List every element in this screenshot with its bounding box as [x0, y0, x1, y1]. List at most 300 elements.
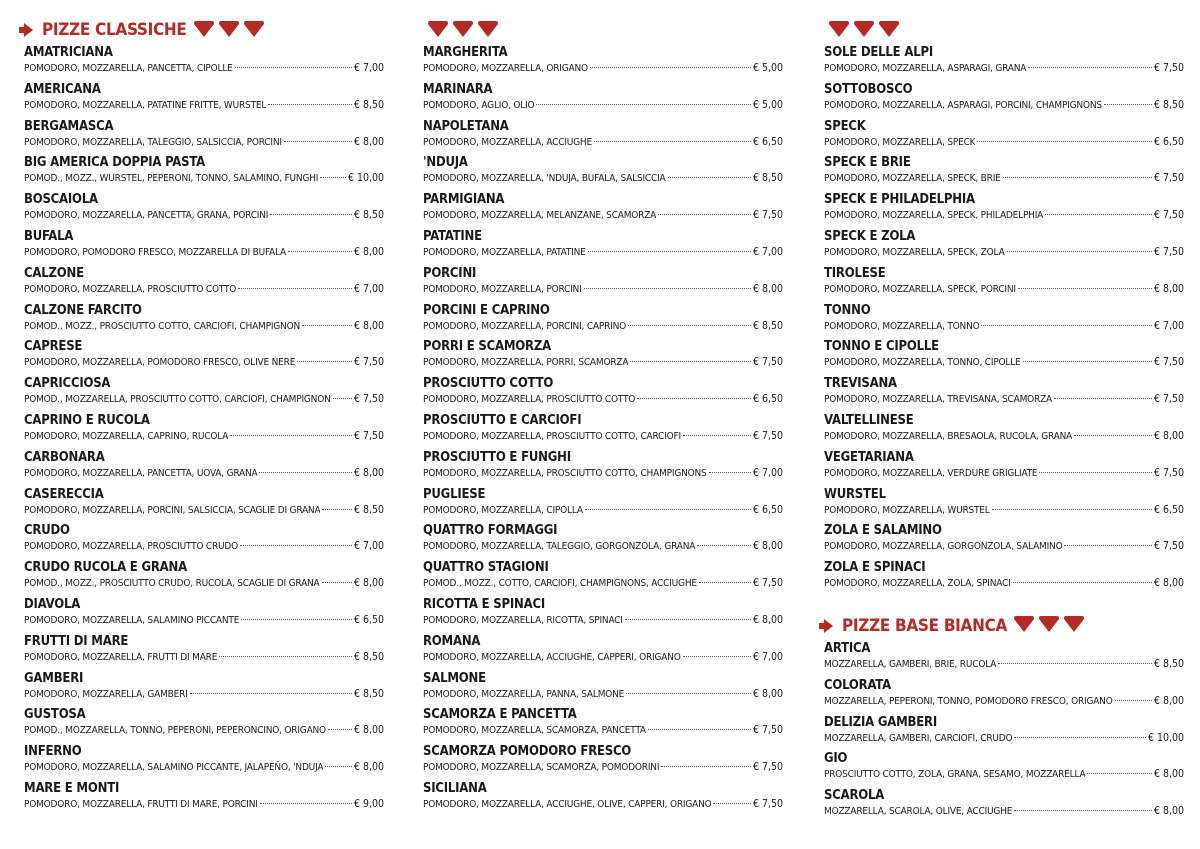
- ingredients: POMODORO, MOZZARELLA, RICOTTA, SPINACI: [423, 614, 623, 626]
- dot-leader: [661, 766, 751, 767]
- menu-item: [824, 118, 1184, 155]
- menu-item-detail: [24, 539, 384, 554]
- price: € 7,00: [1153, 319, 1184, 332]
- ingredients: POMOD., MOZZARELLA, TONNO, PEPERONI, PEPERONCINO, ORIGANO: [24, 725, 326, 737]
- dot-leader: [241, 619, 352, 620]
- pizza-name: ZOLA E SALAMINO: [824, 523, 942, 539]
- price: € 10,00: [347, 172, 384, 185]
- pizza-slice-icon: [1039, 619, 1059, 632]
- pizza-name: TONNO: [824, 302, 871, 318]
- pizza-name: 'NDUJA: [423, 155, 468, 171]
- dot-leader: [992, 509, 1152, 510]
- menu-item-detail: [24, 613, 384, 628]
- price: € 8,50: [353, 687, 384, 700]
- menu-item-detail: [824, 466, 1184, 481]
- pizza-slice-icon: [829, 24, 849, 37]
- price: € 7,50: [353, 429, 384, 442]
- menu-item-detail: [24, 392, 384, 407]
- menu-item-detail: [24, 723, 384, 738]
- ingredients: POMODORO, MOZZARELLA, MELANZANE, SCAMORZA: [423, 210, 657, 222]
- ingredients: POMOD., MOZZ., PROSCIUTTO COTTO, CARCIOFI, CHAMPIGNON: [24, 320, 300, 332]
- menu-item: [824, 522, 1184, 559]
- dot-leader: [1045, 214, 1152, 215]
- dot-leader: [260, 803, 352, 804]
- pizza-name: SOLE DELLE ALPI: [824, 45, 933, 60]
- price: € 8,50: [752, 172, 783, 185]
- dot-leader: [1064, 545, 1151, 546]
- dot-leader: [322, 582, 352, 583]
- dot-leader: [594, 141, 751, 142]
- price: € 7,50: [353, 356, 384, 369]
- pizza-name: SOTTOBOSCO: [824, 81, 913, 97]
- dot-leader: [981, 325, 1151, 326]
- price: € 7,50: [1153, 245, 1184, 258]
- price: € 8,00: [1153, 768, 1184, 781]
- ingredients: POMODORO, MOZZARELLA, ACCIUGHE, CAPPERI, ORIGANO: [423, 651, 681, 663]
- menu-item: [24, 118, 384, 155]
- pizza-name: CALZONE: [24, 265, 84, 281]
- pizza-name: CARBONARA: [24, 449, 105, 465]
- ingredients: POMODORO, MOZZARELLA, PORCINI, SALSICCIA, SCAGLIE DI GRANA: [24, 504, 321, 516]
- pizza-name: BUFALA: [24, 228, 74, 244]
- pizza-name: PORCINI E CAPRINO: [423, 302, 550, 318]
- menu-item: [824, 750, 1184, 787]
- pizza-name: AMATRICIANA: [24, 45, 113, 60]
- ingredients: POMODORO, MOZZARELLA, POMODORO FRESCO, OLIVE NERE: [24, 357, 296, 369]
- menu-item: [423, 596, 783, 633]
- ingredients: POMODORO, MOZZARELLA, PROSCIUTTO CRUDO: [24, 541, 239, 553]
- pizza-name: PROSCIUTTO COTTO: [423, 376, 554, 392]
- section-title-text: PIZZE CLASSICHE: [42, 20, 187, 40]
- pizza-name: ZOLA E SPINACI: [824, 560, 926, 576]
- menu-item-detail: [824, 539, 1184, 554]
- dot-leader: [288, 251, 352, 252]
- pizza-slice-icon: [854, 24, 874, 37]
- menu-item: [24, 670, 384, 707]
- ingredients: POMODORO, MOZZARELLA, PANCETTA, UOVA, GRANA: [24, 467, 258, 479]
- ingredients: POMODORO, MOZZARELLA, GAMBERI: [24, 688, 188, 700]
- menu-item-detail: [824, 171, 1184, 186]
- ingredients: POMODORO, MOZZARELLA, SPECK: [824, 136, 976, 148]
- menu-item-detail: [824, 657, 1184, 672]
- pizza-name: SCAROLA: [824, 788, 885, 804]
- dot-leader: [977, 141, 1152, 142]
- menu-item-detail: [24, 355, 384, 370]
- menu-item: [423, 670, 783, 707]
- ingredients: POMODORO, MOZZARELLA, SCAMORZA, PANCETTA: [423, 725, 646, 737]
- menu-item-detail: [24, 171, 384, 186]
- price: € 8,00: [752, 540, 783, 553]
- menu-item-detail: [24, 650, 384, 665]
- price: € 8,00: [752, 687, 783, 700]
- dot-leader: [297, 361, 352, 362]
- price: € 6,50: [752, 393, 783, 406]
- ingredients: POMODORO, MOZZARELLA, PORCINI, CAPRINO: [423, 320, 627, 332]
- dot-leader: [713, 803, 750, 804]
- dot-leader: [268, 104, 352, 105]
- price: € 7,50: [752, 209, 783, 222]
- dot-leader: [648, 729, 751, 730]
- pizza-name: INFERNO: [24, 744, 82, 760]
- dot-leader: [322, 509, 352, 510]
- ingredients: POMODORO, MOZZARELLA, SALAMINO PICCANTE: [24, 614, 240, 626]
- pizza-name: CRUDO RUCOLA E GRANA: [24, 560, 187, 576]
- menu-item-detail: [824, 804, 1184, 819]
- menu-item-detail: [423, 135, 783, 150]
- menu-item: [824, 559, 1184, 596]
- dot-leader: [219, 656, 352, 657]
- price: € 7,50: [1153, 172, 1184, 185]
- menu-item-detail: [824, 767, 1184, 782]
- menu-item-detail: [423, 429, 783, 444]
- ingredients: POMODORO, MOZZARELLA, PROSCIUTTO COTTO, CHAMPIGNONS: [423, 467, 707, 479]
- menu-item-detail: [824, 319, 1184, 334]
- price: € 7,50: [1153, 209, 1184, 222]
- ingredients: POMODORO, MOZZARELLA, ACCIUGHE, OLIVE, CAPPERI, ORIGANO: [423, 798, 712, 810]
- menu-item-detail: [824, 61, 1184, 76]
- pizza-slice-icon: [478, 24, 498, 37]
- ingredients: POMODORO, MOZZARELLA, FRUTTI DI MARE, PORCINI: [24, 798, 258, 810]
- dot-leader: [584, 288, 751, 289]
- price: € 5,00: [752, 98, 783, 111]
- pizza-name: QUATTRO FORMAGGI: [423, 523, 558, 539]
- ingredients: POMODORO, MOZZARELLA, CIPOLLA: [423, 504, 583, 516]
- menu-item-detail: [24, 466, 384, 481]
- menu-item-detail: [824, 282, 1184, 297]
- price: € 9,00: [353, 797, 384, 810]
- ingredients: POMOD., MOZZ., PROSCIUTTO CRUDO, RUCOLA, SCAGLIE DI GRANA: [24, 578, 320, 590]
- price: € 8,50: [353, 503, 384, 516]
- pizza-name: PROSCIUTTO E FUNGHI: [423, 449, 571, 465]
- menu-item: [24, 780, 384, 817]
- price: € 7,00: [353, 540, 384, 553]
- menu-item-detail: [824, 355, 1184, 370]
- menu-item-detail: [423, 245, 783, 260]
- menu-item-detail: [824, 245, 1184, 260]
- dot-leader: [699, 582, 751, 583]
- ingredients: POMODORO, MOZZARELLA, SPECK, ZOLA: [824, 246, 1005, 258]
- dot-leader: [637, 398, 751, 399]
- menu-item-detail: [423, 98, 783, 113]
- dot-leader: [998, 663, 1152, 664]
- menu-item: [423, 780, 783, 817]
- pizza-name: PATATINE: [423, 228, 482, 244]
- price: € 8,00: [353, 466, 384, 479]
- menu-item-detail: [423, 503, 783, 518]
- ingredients: POMODORO, MOZZARELLA, SPECK, BRIE: [824, 173, 1001, 185]
- ingredients: POMODORO, MOZZARELLA, ASPARAGI, PORCINI, CHAMPIGNONS: [824, 99, 1102, 111]
- menu-item: [824, 486, 1184, 523]
- menu-item: [24, 375, 384, 412]
- dot-leader: [235, 67, 352, 68]
- menu-item-detail: [423, 392, 783, 407]
- ingredients: POMOD., MOZZ., WURSTEL, PEPERONI, TONNO, SALAMINO, FUNGHI: [24, 173, 319, 185]
- dot-leader: [238, 288, 352, 289]
- menu-item: [824, 640, 1184, 677]
- menu-item-detail: [824, 135, 1184, 150]
- pizza-name: PORRI E SCAMORZA: [423, 339, 551, 355]
- pizza-name: WURSTEL: [824, 486, 886, 502]
- dot-leader: [1013, 582, 1152, 583]
- pizza-name: FRUTTI DI MARE: [24, 633, 129, 649]
- pizza-name: SCAMORZA POMODORO FRESCO: [423, 744, 632, 760]
- dot-leader: [333, 398, 352, 399]
- menu-item: [24, 559, 384, 596]
- menu-item-detail: [824, 392, 1184, 407]
- menu-item: [24, 154, 384, 191]
- menu-item-detail: [824, 694, 1184, 709]
- ingredients: POMODORO, MOZZARELLA, TALEGGIO, GORGONZOLA, GRANA: [423, 541, 696, 553]
- price: € 8,00: [1153, 429, 1184, 442]
- dot-leader: [1074, 435, 1152, 436]
- menu-item-detail: [423, 171, 783, 186]
- menu-item-detail: [423, 539, 783, 554]
- price: € 8,00: [353, 135, 384, 148]
- menu-item-detail: [824, 731, 1184, 746]
- menu-item-detail: [423, 613, 783, 628]
- menu-item: [423, 633, 783, 670]
- ingredients: POMODORO, MOZZARELLA, GORGONZOLA, SALAMINO: [824, 541, 1063, 553]
- ingredients: POMODORO, MOZZARELLA, PROSCIUTTO COTTO: [423, 394, 636, 406]
- menu-item: [824, 449, 1184, 486]
- ingredients: PROSCIUTTO COTTO, ZOLA, GRANA, SESAMO, MOZZARELLA: [824, 769, 1086, 781]
- dot-leader: [1003, 177, 1152, 178]
- menu-item-detail: [423, 319, 783, 334]
- price: € 7,50: [1153, 393, 1184, 406]
- pizza-name: PORCINI: [423, 265, 477, 281]
- price: € 7,50: [1153, 62, 1184, 74]
- pizza-name: QUATTRO STAGIONI: [423, 560, 549, 576]
- pizza-name: SPECK: [824, 118, 866, 134]
- menu-item-detail: [824, 429, 1184, 444]
- ingredients: POMODORO, MOZZARELLA, PATATINE FRITTE, WURSTEL: [24, 99, 267, 111]
- ingredients: POMODORO, MOZZARELLA, ZOLA, SPINACI: [824, 578, 1011, 590]
- ingredients: POMOD., MOZZ., COTTO, CARCIOFI, CHAMPIGNONS, ACCIUGHE: [423, 578, 697, 590]
- dot-leader: [585, 509, 751, 510]
- menu-item: [423, 191, 783, 228]
- pizza-slice-icon: [244, 24, 264, 37]
- dot-leader: [325, 766, 352, 767]
- dot-leader: [328, 729, 352, 730]
- menu-item-detail: [824, 503, 1184, 518]
- menu-item-detail: [824, 208, 1184, 223]
- menu-item-detail: [24, 245, 384, 260]
- pizza-name: SPECK E PHILADELPHIA: [824, 192, 975, 208]
- menu-item-detail: [423, 208, 783, 223]
- menu-item: [24, 302, 384, 339]
- ingredients: POMODORO, MOZZARELLA, SPECK, PORCINI: [824, 283, 1016, 295]
- menu-item-detail: [24, 797, 384, 812]
- ingredients: POMODORO, MOZZARELLA, BRESAOLA, RUCOLA, GRANA: [824, 430, 1073, 442]
- menu-item: [24, 191, 384, 228]
- pizza-name: SPECK E ZOLA: [824, 228, 916, 244]
- menu-item-detail: [24, 208, 384, 223]
- pizza-name: RICOTTA E SPINACI: [423, 596, 546, 612]
- price: € 7,00: [752, 466, 783, 479]
- menu-item: [423, 265, 783, 302]
- menu-item-detail: [24, 282, 384, 297]
- menu-item-detail: [423, 355, 783, 370]
- price: € 6,50: [752, 135, 783, 148]
- pizza-name: CASERECCIA: [24, 486, 104, 502]
- menu-item-detail: [24, 319, 384, 334]
- menu-item-detail: [24, 760, 384, 775]
- pizza-name: GUSTOSA: [24, 707, 86, 723]
- price: € 8,00: [353, 577, 384, 590]
- ingredients: MOZZARELLA, SCAROLA, OLIVE, ACCIUGHE: [824, 806, 1013, 818]
- pizza-name: BIG AMERICA DOPPIA PASTA: [24, 155, 206, 171]
- price: € 8,50: [353, 98, 384, 111]
- price: € 7,50: [1153, 540, 1184, 553]
- ingredients: POMODORO, MOZZARELLA, TONNO: [824, 320, 980, 332]
- price: € 7,50: [752, 356, 783, 369]
- price: € 6,50: [1153, 503, 1184, 516]
- menu-item: [24, 338, 384, 375]
- dot-leader: [536, 104, 751, 105]
- menu-item: [24, 633, 384, 670]
- dot-leader: [259, 472, 352, 473]
- pizza-name: GAMBERI: [24, 670, 84, 686]
- dot-leader: [683, 656, 751, 657]
- menu-item-detail: [423, 282, 783, 297]
- pizza-slice-icon: [1064, 619, 1084, 632]
- price: € 7,50: [752, 429, 783, 442]
- menu-item: [824, 375, 1184, 412]
- menu-item-detail: [423, 466, 783, 481]
- ingredients: POMODORO, MOZZARELLA, FRUTTI DI MARE: [24, 651, 218, 663]
- ingredients: POMODORO, MOZZARELLA, ORIGANO: [423, 63, 588, 74]
- menu-item: [824, 228, 1184, 265]
- dot-leader: [270, 214, 352, 215]
- pizza-slice-icon: [428, 24, 448, 37]
- ingredients: MOZZARELLA, GAMBERI, BRIE, RUCOLA: [824, 658, 997, 670]
- menu-item: [824, 677, 1184, 714]
- price: € 7,00: [353, 62, 384, 74]
- menu-item: [423, 522, 783, 559]
- menu-item: [824, 338, 1184, 375]
- menu-item: [824, 265, 1184, 302]
- menu-item: [423, 302, 783, 339]
- pizza-slice-icon: [194, 24, 214, 37]
- pizza-name: AMERICANA: [24, 81, 101, 97]
- menu-item-detail: [423, 576, 783, 591]
- dot-leader: [658, 214, 751, 215]
- ingredients: POMODORO, MOZZARELLA, PANCETTA, GRANA, PORCINI: [24, 210, 269, 222]
- menu-item: [824, 191, 1184, 228]
- menu-column-3: [824, 0, 1184, 824]
- arrow-right-icon: [24, 23, 33, 37]
- pizza-name: CAPRICCIOSA: [24, 376, 111, 392]
- ingredients: POMODORO, MOZZARELLA, CAPRINO, RUCOLA: [24, 430, 229, 442]
- menu-item: [24, 743, 384, 780]
- menu-item: [24, 265, 384, 302]
- pizza-name: CALZONE FARCITO: [24, 302, 142, 318]
- menu-item: [24, 228, 384, 265]
- menu-item: [423, 743, 783, 780]
- dot-leader: [628, 325, 751, 326]
- dot-leader: [302, 325, 352, 326]
- dot-leader: [668, 177, 751, 178]
- menu-item-detail: [24, 429, 384, 444]
- ingredients: POMODORO, MOZZARELLA, PORCINI: [423, 283, 582, 295]
- pizza-name: ARTICA: [824, 640, 871, 656]
- price: € 8,50: [1153, 98, 1184, 111]
- dot-leader: [1014, 810, 1152, 811]
- price: € 7,00: [353, 282, 384, 295]
- dot-leader: [1018, 288, 1152, 289]
- menu-item: [24, 706, 384, 743]
- pizza-name: MARINARA: [423, 81, 493, 97]
- pizza-name: BOSCAIOLA: [24, 192, 98, 208]
- price: € 10,00: [1147, 731, 1184, 744]
- menu-item: [423, 81, 783, 118]
- dot-leader: [590, 67, 751, 68]
- menu-item: [423, 44, 783, 81]
- pizza-slice-icon: [879, 24, 899, 37]
- menu-item: [824, 714, 1184, 751]
- ingredients: POMODORO, MOZZARELLA, PROSCIUTTO COTTO, CARCIOFI: [423, 430, 681, 442]
- ingredients: POMODORO, MOZZARELLA, PORRI, SCAMORZA: [423, 357, 629, 369]
- pizza-name: PROSCIUTTO E CARCIOFI: [423, 412, 582, 428]
- menu-item-detail: [423, 650, 783, 665]
- pizza-name: PARMIGIANA: [423, 192, 505, 208]
- price: € 7,50: [1153, 466, 1184, 479]
- menu-item: [24, 44, 384, 81]
- dot-leader: [588, 251, 751, 252]
- menu-item-detail: [824, 98, 1184, 113]
- price: € 5,00: [752, 62, 783, 74]
- ingredients: POMODORO, MOZZARELLA, ASPARAGI, GRANA: [824, 63, 1027, 74]
- ingredients: POMODORO, MOZZARELLA, TALEGGIO, SALSICCIA, PORCINI: [24, 136, 282, 148]
- menu-item: [824, 302, 1184, 339]
- menu-item: [824, 154, 1184, 191]
- pizza-name: NAPOLETANA: [423, 118, 509, 134]
- menu-item: [824, 81, 1184, 118]
- menu-item: [24, 81, 384, 118]
- pizza-name: MARGHERITA: [423, 45, 508, 60]
- menu-item-detail: [824, 576, 1184, 591]
- menu-item: [824, 787, 1184, 824]
- menu-item-detail: [423, 797, 783, 812]
- dot-leader: [1023, 361, 1152, 362]
- pizza-name: TREVISANA: [824, 376, 897, 392]
- ingredients: POMODORO, MOZZARELLA, SCAMORZA, POMODORINI: [423, 762, 660, 774]
- price: € 7,00: [752, 245, 783, 258]
- price: € 8,00: [1153, 577, 1184, 590]
- pizza-name: COLORATA: [824, 677, 891, 693]
- section-title: [824, 18, 1184, 42]
- price: € 8,50: [353, 209, 384, 222]
- pizza-name: GIO: [824, 751, 848, 767]
- price: € 8,50: [1153, 657, 1184, 670]
- dot-leader: [284, 141, 352, 142]
- menu-item: [423, 486, 783, 523]
- price: € 6,50: [353, 613, 384, 626]
- arrow-right-icon: [824, 619, 833, 633]
- price: € 7,50: [752, 577, 783, 590]
- ingredients: MOZZARELLA, PEPERONI, TONNO, POMODORO FRESCO, ORIGANO: [824, 695, 1113, 707]
- menu-item: [423, 375, 783, 412]
- price: € 8,50: [353, 650, 384, 663]
- pizza-name: TIROLESE: [824, 265, 886, 281]
- dot-leader: [1007, 251, 1152, 252]
- dot-leader: [1039, 472, 1152, 473]
- pizza-slice-icon: [1014, 619, 1034, 632]
- pizza-name: PUGLIESE: [423, 486, 486, 502]
- menu-item: [24, 596, 384, 633]
- menu-item-detail: [423, 760, 783, 775]
- pizza-name: SCAMORZA E PANCETTA: [423, 707, 577, 723]
